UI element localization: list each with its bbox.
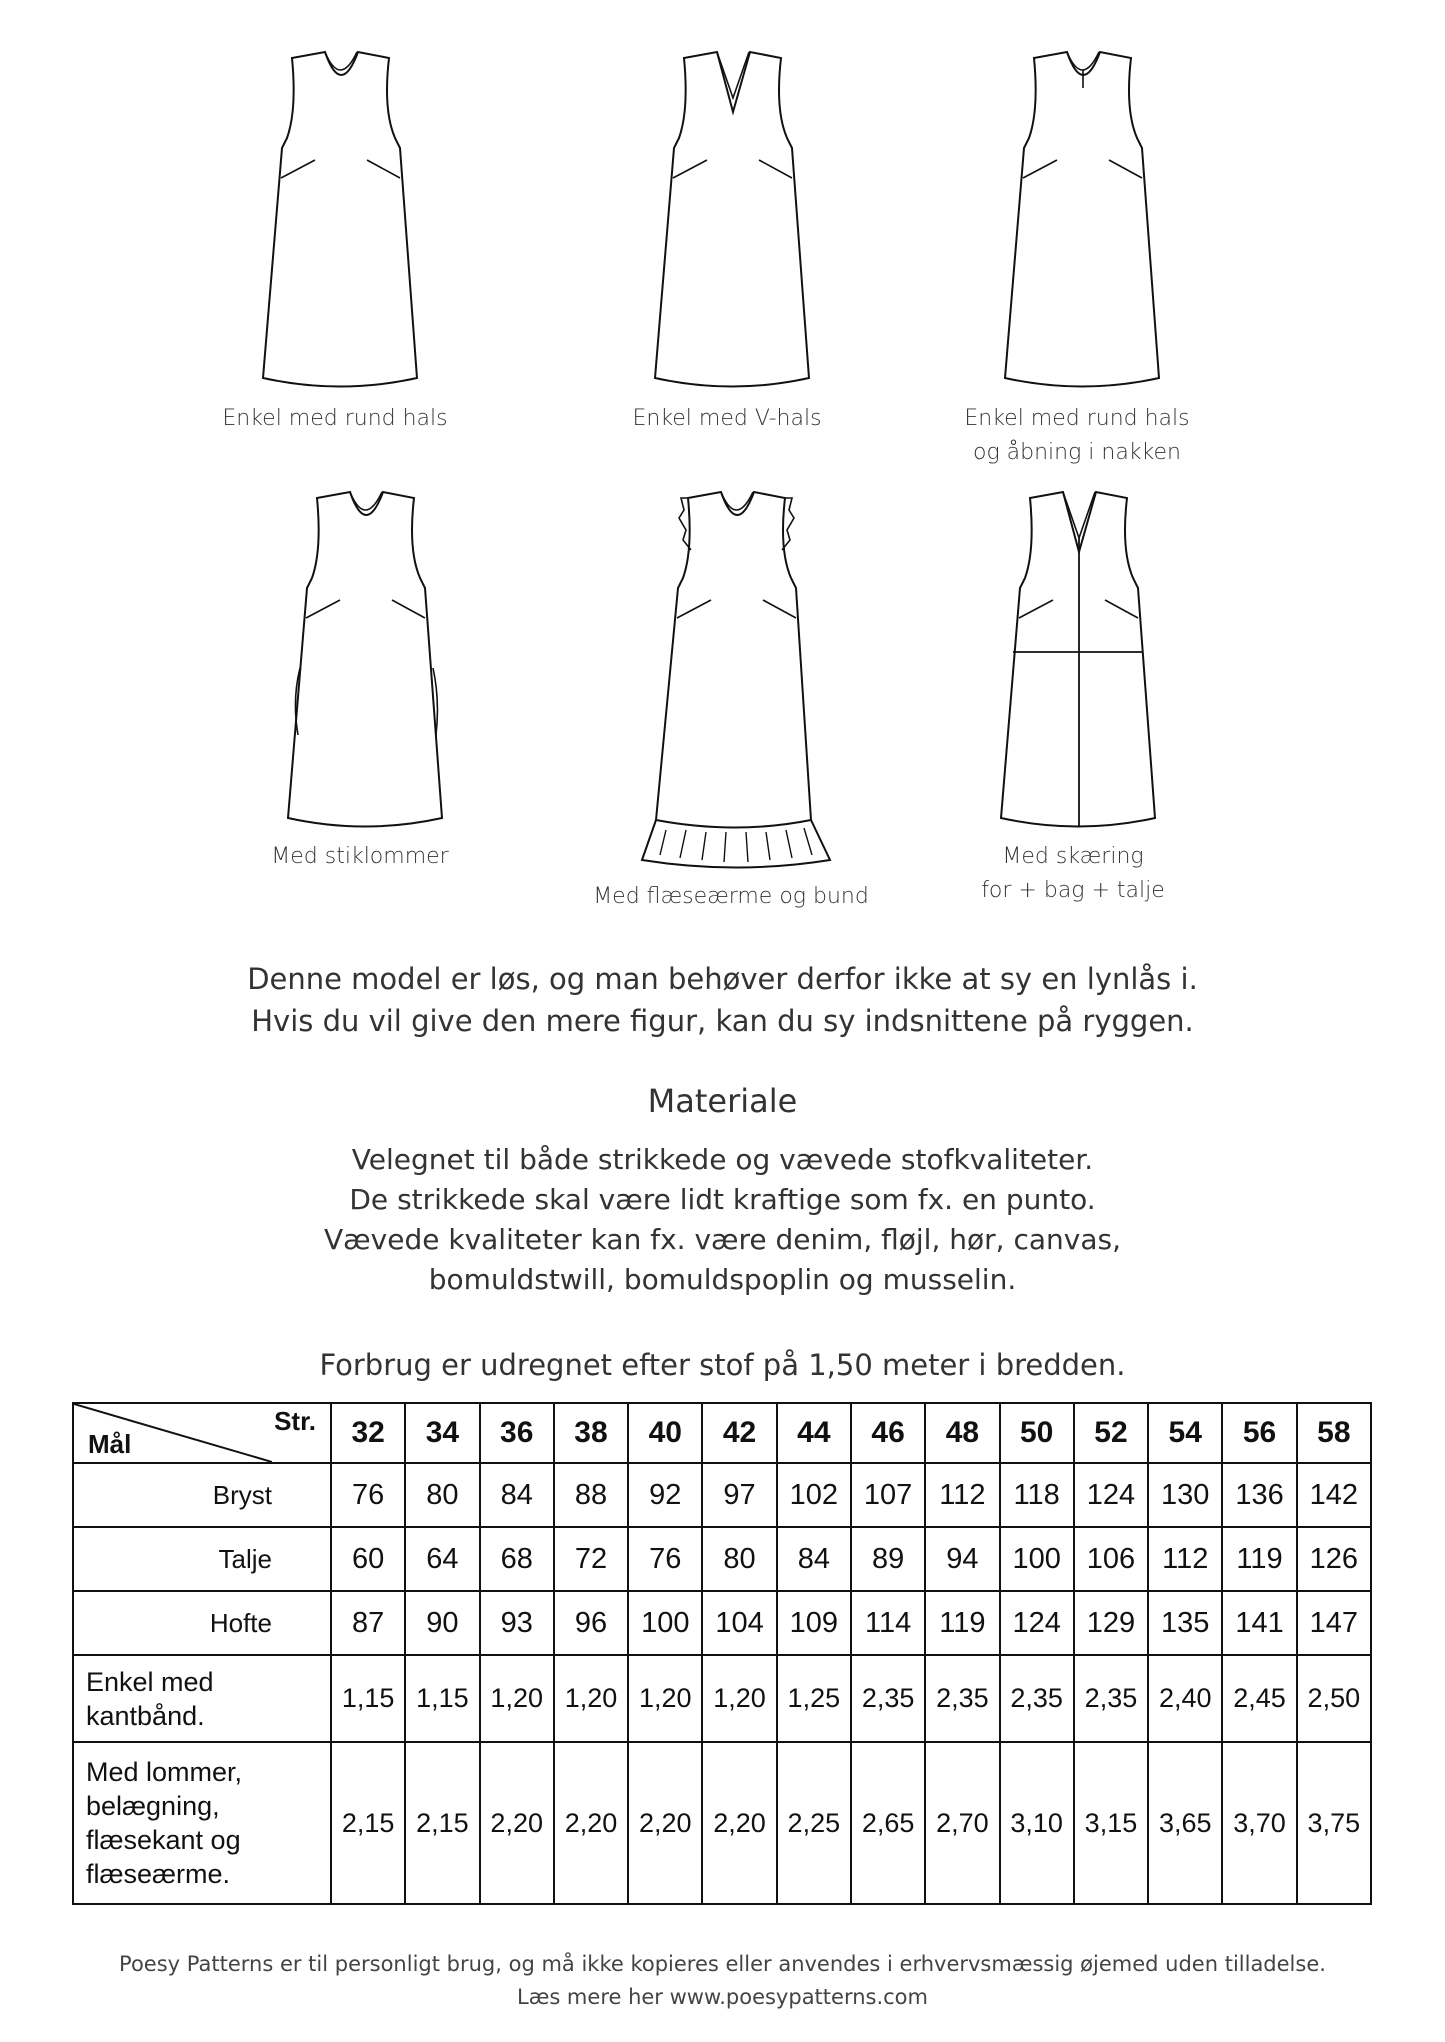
table-cell: 109 <box>777 1591 851 1655</box>
dress-sketch-seams <box>983 490 1163 830</box>
fabric-width-note: Forbrug er udregnet efter stof på 1,50 meter i bredden. <box>319 1348 1126 1382</box>
table-cell: 135 <box>1148 1591 1222 1655</box>
table-cell: 68 <box>480 1527 554 1591</box>
size-header: 44 <box>777 1403 851 1463</box>
dress-round-neck-icon <box>245 50 425 390</box>
table-cell: 72 <box>554 1527 628 1591</box>
intro-text <box>0 958 1445 1042</box>
table-cell: 3,75 <box>1297 1742 1371 1904</box>
table-cell: 1,20 <box>628 1655 702 1742</box>
row-bryst <box>73 1463 1371 1527</box>
row-label-line: flæseærme. <box>86 1859 231 1889</box>
table-cell: 102 <box>777 1463 851 1527</box>
table-cell: 141 <box>1222 1591 1296 1655</box>
table-cell: 129 <box>1074 1591 1148 1655</box>
row-label-line: kantbånd. <box>86 1700 205 1731</box>
table-cell: 3,15 <box>1074 1742 1148 1904</box>
size-header: 52 <box>1074 1403 1148 1463</box>
table-cell: 2,50 <box>1297 1655 1371 1742</box>
row-label-line: belægning, <box>86 1791 220 1821</box>
table-cell: 100 <box>628 1591 702 1655</box>
table-cell: 112 <box>925 1463 999 1527</box>
size-header: 34 <box>405 1403 479 1463</box>
row-med-lommer <box>73 1742 1371 1904</box>
table-cell: 2,35 <box>925 1655 999 1742</box>
size-header: 38 <box>554 1403 628 1463</box>
material-line: Velegnet til både strikkede og vævede stofkvaliteter. <box>351 1143 1094 1176</box>
caption-line: Enkel med rund hals <box>222 406 448 431</box>
row-label <box>73 1655 331 1742</box>
table-cell: 147 <box>1297 1591 1371 1655</box>
table-cell: 1,20 <box>480 1655 554 1742</box>
table-cell: 1,15 <box>405 1655 479 1742</box>
size-header: 32 <box>331 1403 405 1463</box>
table-cell: 2,20 <box>480 1742 554 1904</box>
row-label-line: Talje <box>218 1543 272 1574</box>
dress-ruffle-icon <box>606 490 856 870</box>
caption-ruffle <box>571 880 891 914</box>
size-header: 56 <box>1222 1403 1296 1463</box>
row-talje <box>73 1527 1371 1591</box>
table-cell: 100 <box>1000 1527 1074 1591</box>
caption-round-neck <box>175 402 495 436</box>
table-cell: 84 <box>480 1463 554 1527</box>
table-cell: 1,20 <box>554 1655 628 1742</box>
table-cell: 2,20 <box>702 1742 776 1904</box>
table-cell: 96 <box>554 1591 628 1655</box>
table-cell: 124 <box>1074 1463 1148 1527</box>
material-line: De strikkede skal være lidt kraftige som fx. en punto. <box>349 1183 1096 1216</box>
material-heading: Materiale <box>647 1082 798 1120</box>
size-header: 42 <box>702 1403 776 1463</box>
table-cell: 119 <box>925 1591 999 1655</box>
table-cell: 2,35 <box>851 1655 925 1742</box>
table-cell: 130 <box>1148 1463 1222 1527</box>
caption-line: Enkel med V-hals <box>632 406 822 431</box>
table-cell: 118 <box>1000 1463 1074 1527</box>
table-cell: 2,65 <box>851 1742 925 1904</box>
table-cell: 80 <box>405 1463 479 1527</box>
table-cell: 119 <box>1222 1527 1296 1591</box>
size-header: 36 <box>480 1403 554 1463</box>
material-line: bomuldstwill, bomuldspoplin og musselin. <box>428 1263 1017 1296</box>
table-cell: 3,70 <box>1222 1742 1296 1904</box>
caption-round-neck-slit <box>917 402 1237 470</box>
dress-sketch-ruffle <box>606 490 856 870</box>
table-cell: 93 <box>480 1591 554 1655</box>
row-label-line: flæsekant og <box>86 1825 241 1855</box>
caption-seams <box>913 840 1233 908</box>
table-cell: 2,35 <box>1000 1655 1074 1742</box>
size-header: 54 <box>1148 1403 1222 1463</box>
row-enkel <box>73 1655 1371 1742</box>
dress-round-neck-slit-icon <box>987 50 1167 390</box>
table-cell: 136 <box>1222 1463 1296 1527</box>
intro-line: Hvis du vil give den mere figur, kan du sy indsnittene på ryggen. <box>251 1004 1194 1038</box>
table-cell: 2,40 <box>1148 1655 1222 1742</box>
row-label-line: Med lommer, <box>86 1757 243 1787</box>
table-cell: 142 <box>1297 1463 1371 1527</box>
row-hofte <box>73 1591 1371 1655</box>
table-cell: 2,15 <box>331 1742 405 1904</box>
table-cell: 126 <box>1297 1527 1371 1591</box>
table-cell: 1,15 <box>331 1655 405 1742</box>
table-cell: 80 <box>702 1527 776 1591</box>
table-cell: 112 <box>1148 1527 1222 1591</box>
table-cell: 2,20 <box>554 1742 628 1904</box>
size-header: 58 <box>1297 1403 1371 1463</box>
table-cell: 1,25 <box>777 1655 851 1742</box>
table-cell: 2,15 <box>405 1742 479 1904</box>
caption-line: for + bag + talje <box>981 878 1165 903</box>
table-cell: 76 <box>331 1463 405 1527</box>
table-cell: 114 <box>851 1591 925 1655</box>
dress-pockets-icon <box>270 490 450 830</box>
table-cell: 104 <box>702 1591 776 1655</box>
table-cell: 94 <box>925 1527 999 1591</box>
row-label-line: Hofte <box>209 1607 272 1638</box>
size-header: 46 <box>851 1403 925 1463</box>
table-cell: 106 <box>1074 1527 1148 1591</box>
table-cell: 97 <box>702 1463 776 1527</box>
table-cell: 90 <box>405 1591 479 1655</box>
table-cell: 1,20 <box>702 1655 776 1742</box>
caption-line: Med skæring <box>1002 844 1144 869</box>
caption-line: Med flæseærme og bund <box>593 884 869 909</box>
row-label <box>73 1591 331 1655</box>
caption-line: Med stiklommer <box>271 844 449 869</box>
intro-line: Denne model er løs, og man behøver derfor ikke at sy en lynlås i. <box>247 962 1198 996</box>
size-header: 48 <box>925 1403 999 1463</box>
row-label <box>73 1742 331 1904</box>
size-table-body <box>73 1463 1371 1904</box>
dress-sketch-round-neck-slit <box>987 50 1167 390</box>
table-cell: 2,25 <box>777 1742 851 1904</box>
size-table <box>72 1402 1372 1905</box>
footer <box>0 1948 1445 2014</box>
caption-pockets <box>200 840 520 874</box>
size-header: 40 <box>628 1403 702 1463</box>
table-cell: 2,70 <box>925 1742 999 1904</box>
dress-sketch-round-neck <box>245 50 425 390</box>
table-cell: 64 <box>405 1527 479 1591</box>
size-header-row <box>73 1403 1371 1463</box>
dress-v-neck-icon <box>637 50 817 390</box>
caption-line: og åbning i nakken <box>972 440 1181 465</box>
dress-sketch-pockets <box>270 490 450 830</box>
table-cell: 2,45 <box>1222 1655 1296 1742</box>
material-text <box>0 1140 1445 1300</box>
caption-line: Enkel med rund hals <box>964 406 1190 431</box>
table-cell: 84 <box>777 1527 851 1591</box>
size-header: 50 <box>1000 1403 1074 1463</box>
copyright-notice: Poesy Patterns er til personligt brug, og må ikke kopieres eller anvendes i erhvervsmæssig øjemed uden tilladelse. <box>119 1952 1326 1976</box>
table-cell: 87 <box>331 1591 405 1655</box>
table-cell: 76 <box>628 1527 702 1591</box>
table-cell: 92 <box>628 1463 702 1527</box>
table-cell: 124 <box>1000 1591 1074 1655</box>
table-cell: 2,35 <box>1074 1655 1148 1742</box>
caption-v-neck <box>567 402 887 436</box>
table-cell: 88 <box>554 1463 628 1527</box>
row-label-line: Bryst <box>212 1479 272 1510</box>
table-cell: 89 <box>851 1527 925 1591</box>
dress-sketch-v-neck <box>637 50 817 390</box>
corner-measure-label: Mål <box>88 1429 132 1459</box>
table-cell: 3,10 <box>1000 1742 1074 1904</box>
row-label <box>73 1527 331 1591</box>
material-line: Vævede kvaliteter kan fx. være denim, fløjl, hør, canvas, <box>324 1223 1121 1256</box>
row-label-line: Enkel med <box>86 1666 214 1697</box>
table-cell: 2,20 <box>628 1742 702 1904</box>
corner-size-label: Str. <box>274 1406 316 1436</box>
table-corner <box>73 1403 331 1463</box>
website-link[interactable]: Læs mere her www.poesypatterns.com <box>517 1985 928 2009</box>
table-cell: 107 <box>851 1463 925 1527</box>
row-label <box>73 1463 331 1527</box>
table-cell: 3,65 <box>1148 1742 1222 1904</box>
table-cell: 60 <box>331 1527 405 1591</box>
dress-seams-icon <box>983 490 1163 830</box>
